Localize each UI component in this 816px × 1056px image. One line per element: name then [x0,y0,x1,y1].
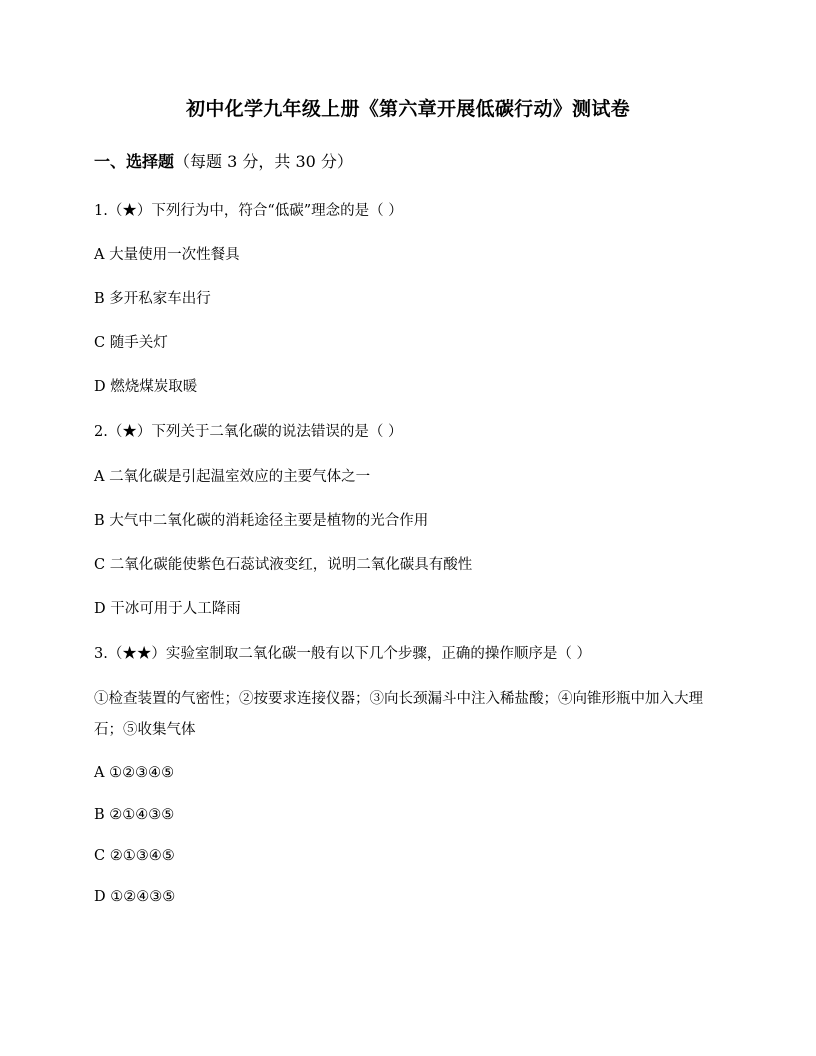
question-2-option-d: D 干冰可用于人工降雨 [94,601,241,617]
question-3-stem: 3.（★★）实验室制取二氧化碳一般有以下几个步骤，正确的操作顺序是（ ） [94,646,591,662]
question-1-option-d: D 燃烧煤炭取暖 [94,379,198,395]
question-3-option-c: C ②①③④⑤ [94,848,175,864]
section-note: （每题 3 分，共 30 分） [174,152,353,171]
question-3-steps: ①检查装置的气密性；②按要求连接仪器；③向长颈漏斗中注入稀盐酸；④向锥形瓶中加入大理石；⑤收集气体 [94,691,703,738]
question-1-option-b: B 多开私家车出行 [94,291,211,307]
question-1-option-c: C 随手关灯 [94,335,168,351]
section-heading-row [94,150,353,174]
question-2-option-c: C 二氧化碳能使紫色石蕊试液变红，说明二氧化碳具有酸性 [94,557,473,573]
document-title: 初中化学九年级上册《第六章开展低碳行动》测试卷 [186,98,630,120]
question-1-option-a: A 大量使用一次性餐具 [94,247,240,263]
question-2-stem: 2.（★）下列关于二氧化碳的说法错误的是（ ） [94,424,403,440]
question-3-option-b: B ②①④③⑤ [94,807,175,823]
question-3-option-d: D ①②④③⑤ [94,889,176,905]
question-1-stem: 1.（★）下列行为中，符合“低碳”理念的是（ ） [94,203,403,219]
question-2-option-b: B 大气中二氧化碳的消耗途径主要是植物的光合作用 [94,513,429,529]
question-3-option-a: A ①②③④⑤ [94,765,175,781]
section-heading: 一、选择题 [94,152,175,171]
question-2-option-a: A 二氧化碳是引起温室效应的主要气体之一 [94,469,371,485]
